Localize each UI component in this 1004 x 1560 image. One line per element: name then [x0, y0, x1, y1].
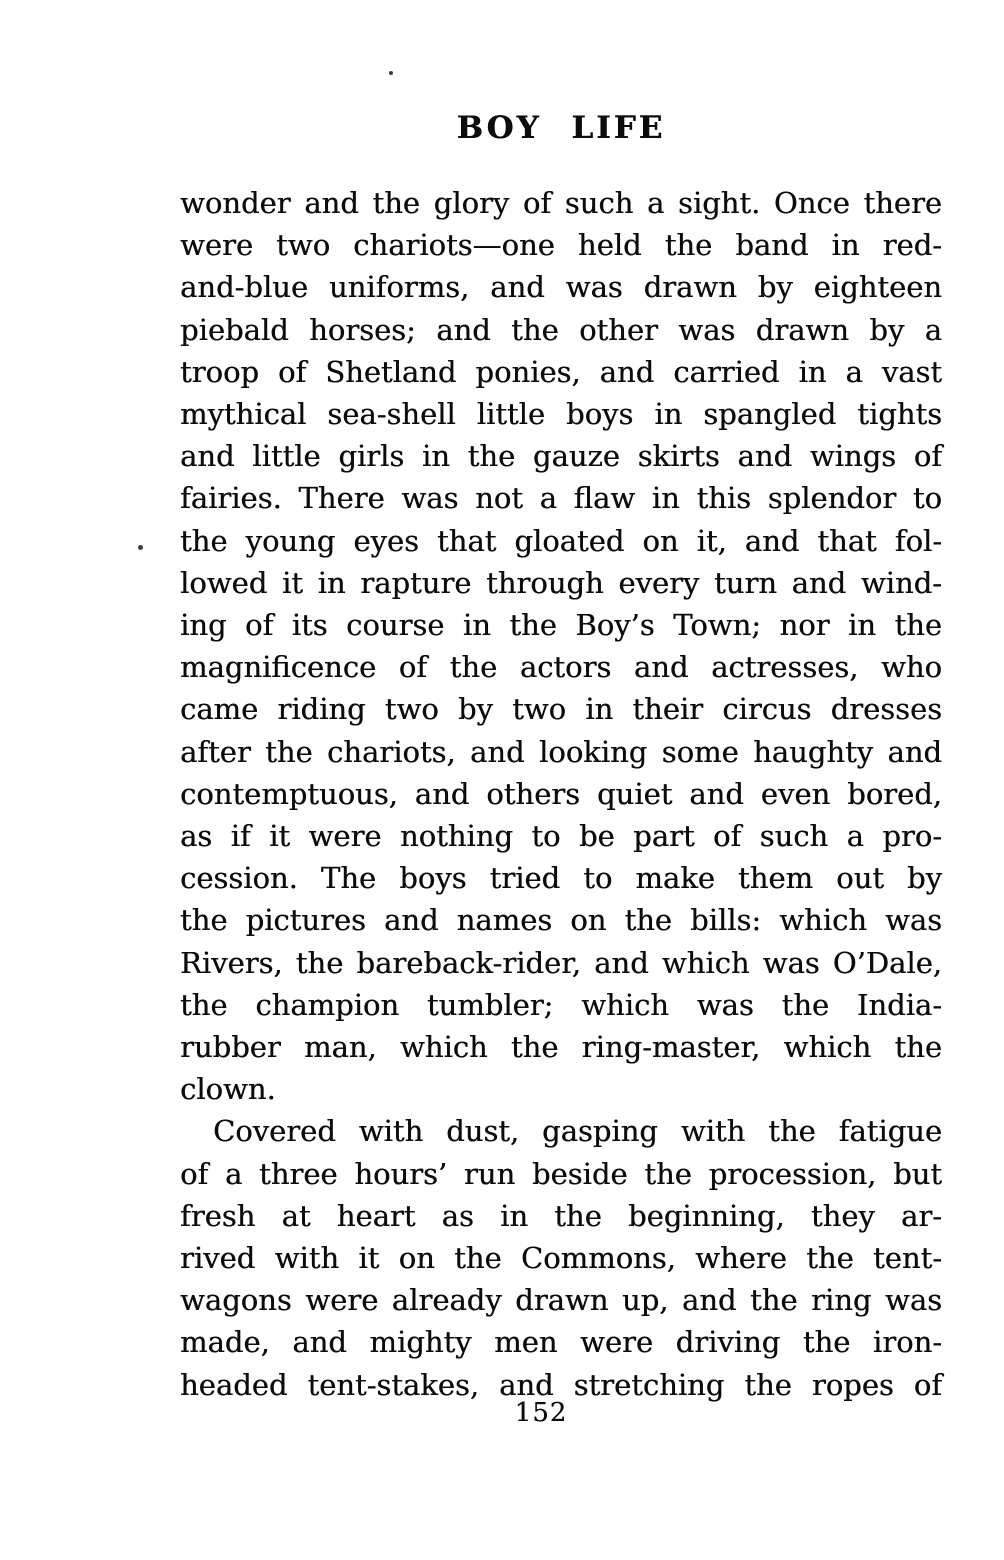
text-line: the young eyes that gloated on it, and that fol-	[180, 523, 942, 558]
text-line: of a three hours’ run beside the procession, but	[180, 1156, 942, 1191]
text-line: troop of Shetland ponies, and carried in a vast	[180, 354, 942, 389]
text-line: magnificence of the actors and actresses, who	[180, 650, 942, 685]
text-line: cession. The boys tried to make them out by	[180, 861, 942, 896]
text-line: fresh at heart as in the beginning, they ar-	[180, 1198, 942, 1233]
text-line: piebald horses; and the other was drawn by a	[180, 312, 942, 347]
page-number: 152	[514, 1398, 568, 1428]
text-line: after the chariots, and looking some haughty and	[180, 734, 942, 769]
text-line: ing of its course in the Boy’s Town; nor in the	[180, 608, 942, 643]
body-text	[180, 182, 942, 1406]
text-line: made, and mighty men were driving the iron-	[180, 1325, 942, 1360]
text-line: the champion tumbler; which was the India-	[180, 987, 942, 1022]
text-line: and little girls in the gauze skirts and wings of	[180, 439, 942, 474]
text-line: rubber man, which the ring-master, which the	[180, 1030, 942, 1065]
text-line: contemptuous, and others quiet and even bored,	[180, 776, 942, 811]
scan-artifact-dot	[138, 545, 143, 550]
text-line: wagons were already drawn up, and the ring was	[180, 1283, 942, 1318]
text-line: headed tent-stakes, and stretching the ropes of	[180, 1367, 942, 1402]
text-line: came riding two by two in their circus dresses	[180, 692, 942, 727]
text-line: mythical sea-shell little boys in spangled tights	[180, 397, 942, 432]
text-line: lowed it in rapture through every turn and wind-	[180, 565, 942, 600]
text-line: and-blue uniforms, and was drawn by eighteen	[180, 270, 942, 305]
text-line: rived with it on the Commons, where the tent-	[180, 1241, 942, 1276]
text-line: Rivers, the bareback-rider, and which was O’Dale,	[180, 945, 942, 980]
text-line: fairies. There was not a flaw in this splendor to	[180, 481, 942, 516]
scan-artifact-dot	[389, 71, 393, 75]
text-line-paragraph-start: Covered with dust, gasping with the fatigue	[213, 1114, 942, 1149]
text-line: were two chariots—one held the band in red-	[180, 228, 942, 263]
running-header: BOY LIFE	[456, 110, 666, 146]
text-line-paragraph-end: clown.	[180, 1072, 276, 1107]
text-line: as if it were nothing to be part of such a pro-	[180, 819, 942, 854]
text-line: the pictures and names on the bills: which was	[180, 903, 942, 938]
text-line: wonder and the glory of such a sight. Once there	[180, 186, 942, 220]
